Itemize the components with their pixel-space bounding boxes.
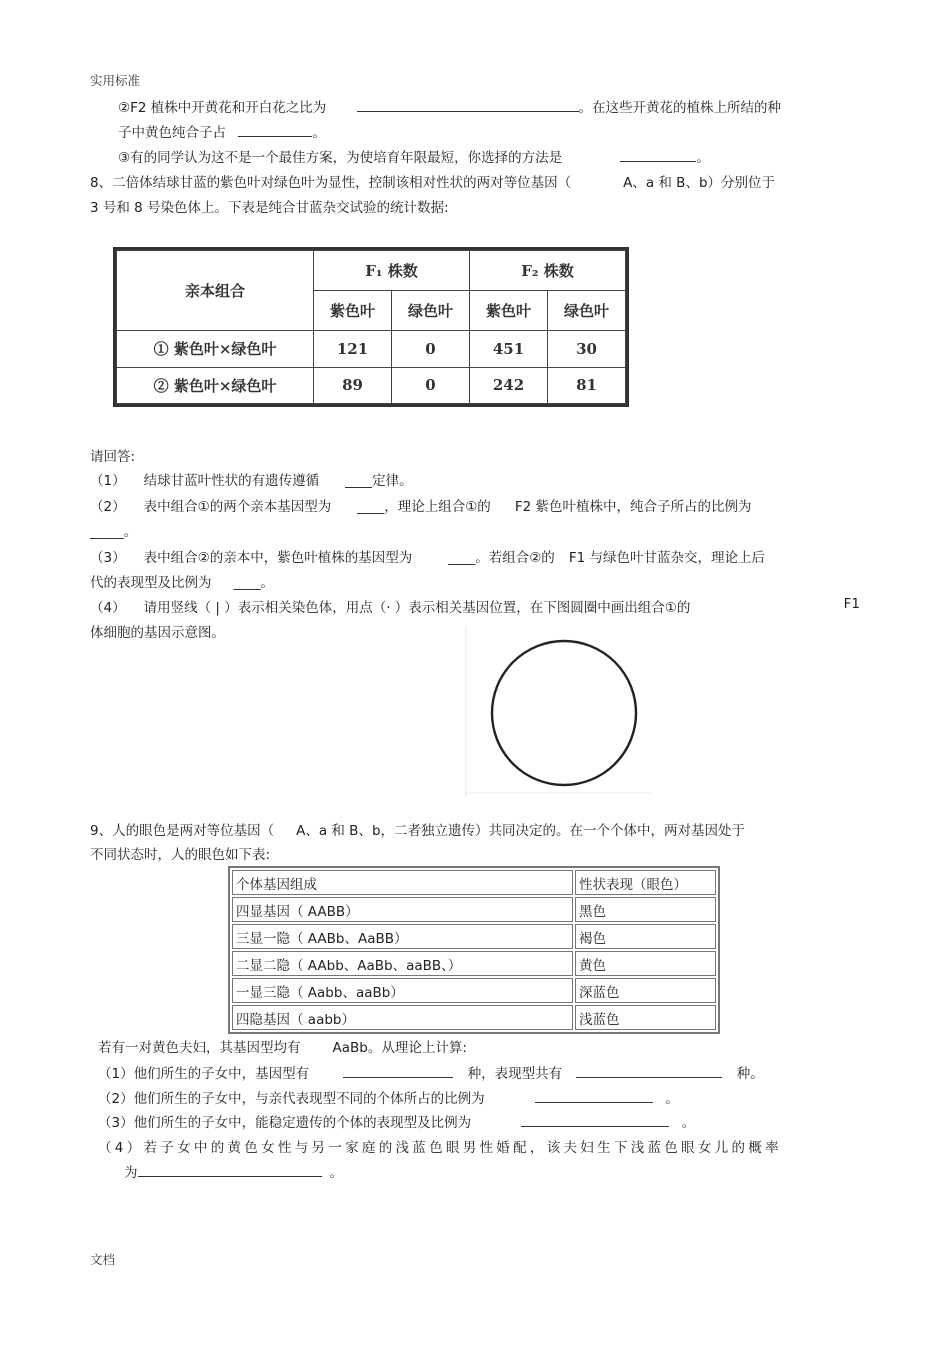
q9-sub1: （1）他们所生的子女中，基因型有 种，表现型共有 种。 [98,1062,764,1082]
answer-blank[interactable] [138,1162,322,1177]
q-top-line1: ②F2 植株中开黄花和开白花之比为 。在这些开黄花的植株上所结的种 [118,96,781,116]
table-row: 三显一隐（ AABb、AaBB） 褐色 [232,924,716,949]
q9-premise: 若有一对黄色夫妇，其基因型均有 AaBb。从理论上计算: [98,1040,467,1056]
header-f1: F₁ 株数 [314,251,470,291]
table-row: 二显二隐（ AAbb、AaBb、aaBB、） 黄色 [232,951,716,976]
table-row: 一显三隐（ Aabb、aaBb） 深蓝色 [232,978,716,1003]
header-f2-purple: 紫色叶 [470,291,548,331]
q8-sub2: （2） 表中组合①的两个亲本基因型为 ____，理论上组合①的 F2 紫色叶植株中，纯合子所占的比例为 [90,499,752,515]
q9-line2: 不同状态时，人的眼色如下表: [90,847,271,863]
q9-sub3: （3）他们所生的子女中，能稳定遗传的个体的表现型及比例为 。 [98,1111,695,1131]
table-row: 四隐基因（ aabb） 浅蓝色 [232,1005,716,1030]
q8-sub3: （3） 表中组合②的亲本中，紫色叶植株的基因型为 ____。若组合②的 F1 与绿色叶甘蓝杂交，理论上后 [90,550,765,566]
q8-sub1: （1） 结球甘蓝叶性状的有遗传遵循 ____定律。 [90,473,413,489]
q8-line1: 8、二倍体结球甘蓝的紫色叶对绿色叶为显性，控制该相对性状的两对等位基因（ A、a 和 B、b）分别位于 [90,175,776,191]
table-row: ① 紫色叶×绿色叶 121 0 451 30 [117,331,626,368]
cell-circle [492,641,636,785]
q-top-line3: ③有的同学认为这不是一个最佳方案，为使培育年限最短，你选择的方法是 。 [118,146,710,166]
answer-blank[interactable] [620,147,696,162]
cross-data-table [113,247,629,407]
cell-circle-diagram[interactable] [464,627,654,797]
q9-sub4: （4）若子女中的黄色女性与另一家庭的浅蓝色眼男性婚配，该夫妇生下浅蓝色眼女儿的概率 [98,1140,782,1156]
table-row: 四显基因（ AABB） 黑色 [232,897,716,922]
answer-blank[interactable] [576,1063,722,1078]
q9-sub4-cont: 为 。 [124,1161,343,1181]
q8-sub3-cont: 代的表现型及比例为 ____。 [90,575,274,591]
answer-blank[interactable] [238,122,312,137]
table-row: ② 紫色叶×绿色叶 89 0 242 81 [117,367,626,404]
header-phenotype: 性状表现（眼色） [575,870,716,895]
q8-sub4-cont: 体细胞的基因示意图。 [90,625,225,641]
page-footer: 文档 [90,1252,116,1267]
answer-blank[interactable] [343,1063,453,1078]
q-top-line2: 子中黄色纯合子占 。 [118,121,326,141]
q8-line2: 3 号和 8 号染色体上。下表是纯合甘蓝杂交试验的统计数据: [90,200,449,216]
page-header: 实用标准 [90,73,141,88]
q8-sub2-cont: _____。 [90,524,138,540]
header-f1-purple: 紫色叶 [314,291,392,331]
header-f2-green: 绿色叶 [548,291,626,331]
eye-color-table [228,866,720,1034]
ask-label: 请回答: [90,449,136,465]
header-f1-green: 绿色叶 [392,291,470,331]
answer-blank[interactable] [357,97,579,112]
header-f2: F₂ 株数 [470,251,626,291]
q9-line1: 9、人的眼色是两对等位基因（ A、a 和 B、b，二者独立遗传）共同决定的。在一个个体中，两对基因处于 [90,823,746,839]
answer-blank[interactable] [521,1112,669,1127]
header-parent: 亲本组合 [117,251,314,331]
q8-sub4: （4） 请用竖线（ | ）表示相关染色体，用点（· ）表示相关基因位置，在下图圆圈中画出组合①的 F1 [90,596,860,616]
answer-blank[interactable] [535,1088,653,1103]
header-genotype: 个体基因组成 [232,870,573,895]
q9-sub2: （2）他们所生的子女中，与亲代表现型不同的个体所占的比例为 。 [98,1087,679,1107]
